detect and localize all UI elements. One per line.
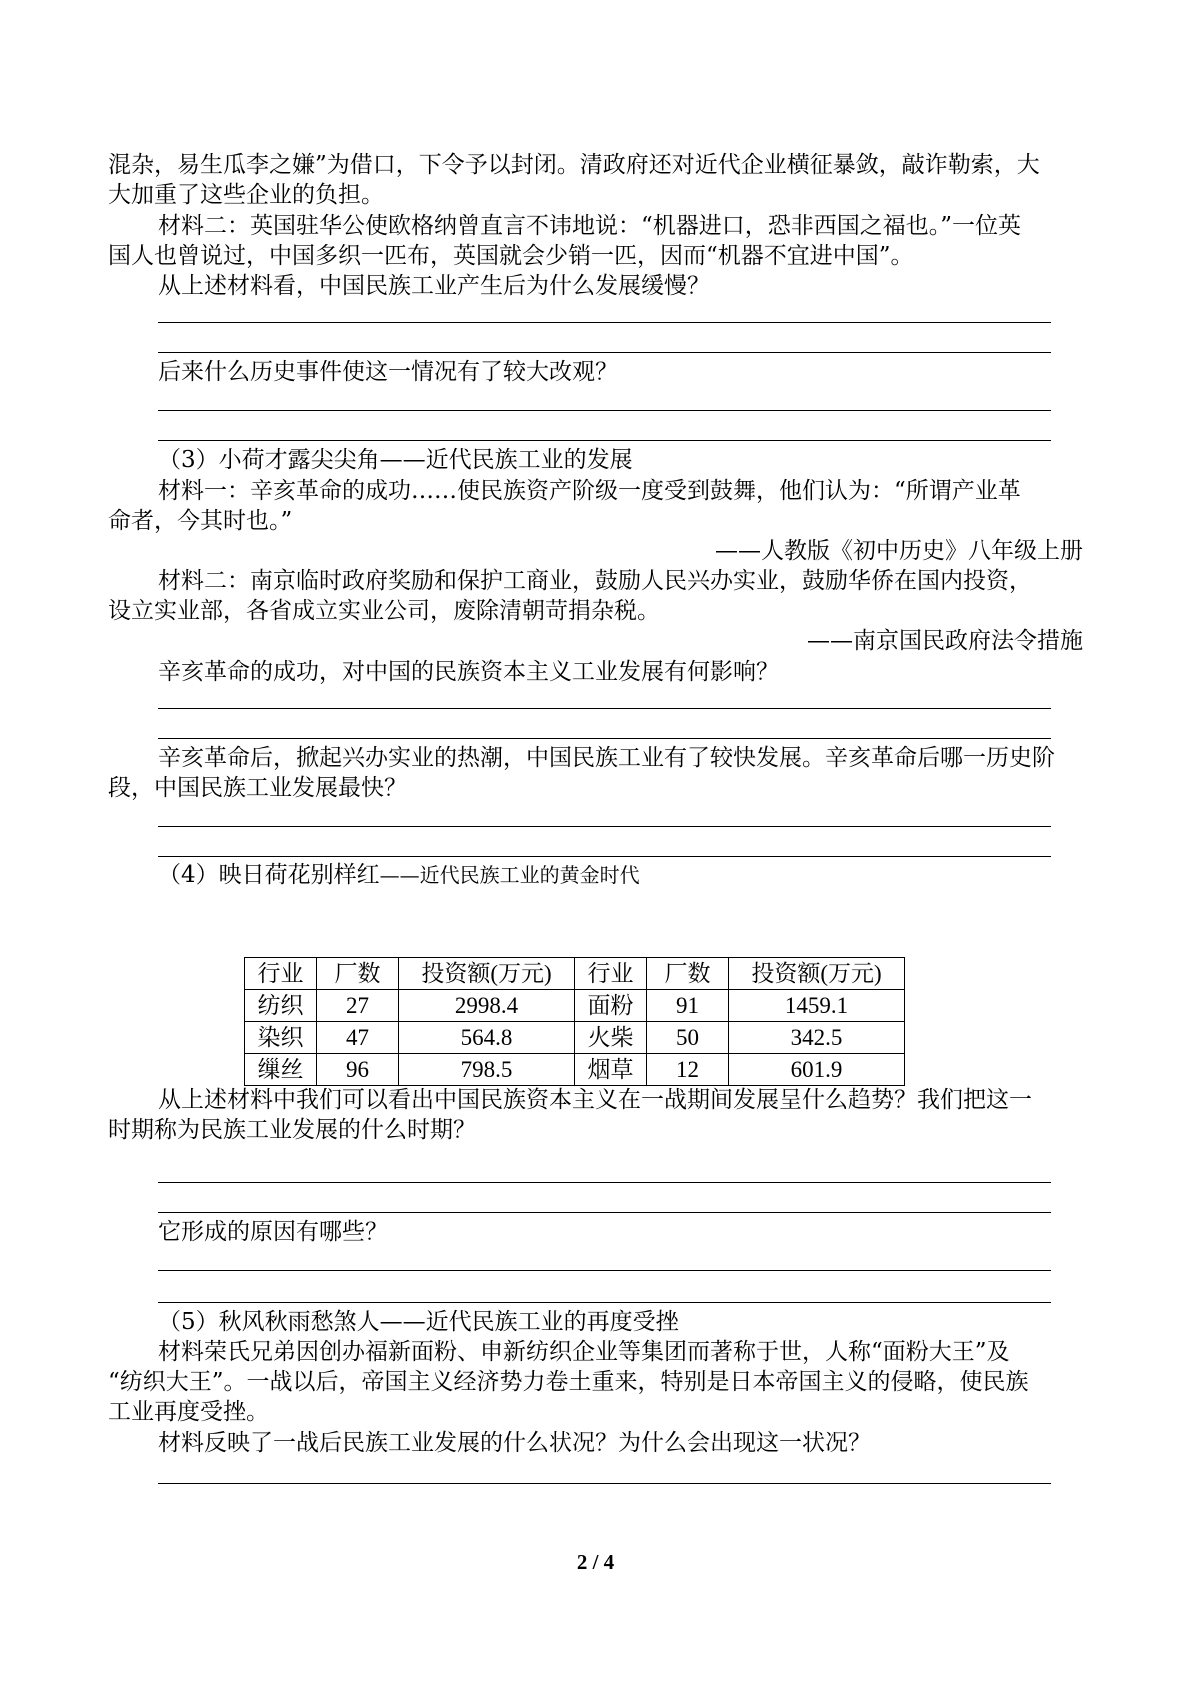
table-row (245, 990, 905, 1022)
table-header-row (245, 958, 905, 990)
table-cell: 火柴 (575, 1022, 647, 1054)
table-cell: 2998.4 (399, 990, 575, 1022)
table-cell: 564.8 (399, 1022, 575, 1054)
material-line: 材料荣氏兄弟因创办福新面粉、申新纺织企业等集团而著称于世，人称“面粉大王”及 (158, 1339, 1010, 1365)
table-header-cell: 行业 (575, 958, 647, 990)
table-cell: 烟草 (575, 1054, 647, 1086)
table-cell: 91 (647, 990, 729, 1022)
table-cell: 12 (647, 1054, 729, 1086)
table-cell: 1459.1 (729, 990, 905, 1022)
question-text: 段，中国民族工业发展最快？ (108, 775, 407, 801)
section-4-title-sub: ——近代民族工业的黄金时代 (379, 863, 640, 887)
table-cell: 缫丝 (245, 1054, 317, 1086)
answer-line[interactable] (158, 1270, 1051, 1271)
material-two-line: 材料二：南京临时政府奖励和保护工商业，鼓励人民兴办实业，鼓励华侨在国内投资， (158, 568, 1032, 594)
table-cell: 47 (317, 1022, 399, 1054)
answer-line[interactable] (158, 322, 1051, 323)
table-cell: 342.5 (729, 1022, 905, 1054)
question-text: 后来什么历史事件使这一情况有了较大改观？ (158, 359, 618, 385)
section-3-title: （3）小荷才露尖尖角——近代民族工业的发展 (158, 447, 633, 473)
question-text: 从上述材料中我们可以看出中国民族资本主义在一战期间发展呈什么趋势？我们把这一 (158, 1087, 1032, 1113)
text-line: 混杂，易生瓜李之嫌”为借口，下令予以封闭。清政府还对近代企业横征暴敛，敲诈勒索，大 (108, 152, 1040, 178)
answer-line[interactable] (158, 1212, 1051, 1213)
table-cell: 27 (317, 990, 399, 1022)
table-row (245, 1022, 905, 1054)
material-one-line: 命者，今其时也。” (108, 508, 293, 534)
answer-line[interactable] (158, 440, 1051, 441)
table-header-cell: 行业 (245, 958, 317, 990)
answer-line[interactable] (158, 738, 1051, 739)
section-5-title: （5）秋风秋雨愁煞人——近代民族工业的再度受挫 (158, 1309, 679, 1335)
answer-line[interactable] (158, 708, 1051, 709)
material-source: ——南京国民政府法令措施 (807, 628, 1083, 654)
table-header-cell: 厂数 (647, 958, 729, 990)
material-source: ——人教版《初中历史》八年级上册 (715, 538, 1083, 564)
material-two-line: 材料二：英国驻华公使欧格纳曾直言不讳地说：“机器进口，恐非西国之福也。”一位英 (158, 213, 1022, 239)
table-cell: 96 (317, 1054, 399, 1086)
section-4-title (158, 860, 640, 890)
question-text: 辛亥革命后，掀起兴办实业的热潮，中国民族工业有了较快发展。辛亥革命后哪一历史阶 (158, 745, 1055, 771)
question-text: 材料反映了一战后民族工业发展的什么状况？为什么会出现这一状况？ (158, 1430, 871, 1456)
answer-line[interactable] (158, 410, 1051, 411)
table-header-cell: 投资额(万元) (399, 958, 575, 990)
question-text: 时期称为民族工业发展的什么时期？ (108, 1117, 476, 1143)
table-cell: 50 (647, 1022, 729, 1054)
question-text: 它形成的原因有哪些？ (158, 1219, 388, 1245)
table-header-cell: 厂数 (317, 958, 399, 990)
table-cell: 染织 (245, 1022, 317, 1054)
table-cell: 面粉 (575, 990, 647, 1022)
table-cell: 798.5 (399, 1054, 575, 1086)
table-cell: 纺织 (245, 990, 317, 1022)
question-text: 辛亥革命的成功，对中国的民族资本主义工业发展有何影响？ (158, 659, 779, 685)
material-two-line: 设立实业部，各省成立实业公司，废除清朝苛捐杂税。 (108, 598, 660, 624)
section-4-title-main: （4）映日荷花别样红 (158, 862, 380, 888)
answer-line[interactable] (158, 826, 1051, 827)
material-two-line: 国人也曾说过，中国多织一匹布，英国就会少销一匹，因而“机器不宜进中国”。 (108, 243, 914, 269)
industry-investment-table (244, 957, 905, 1086)
answer-line[interactable] (158, 1483, 1051, 1484)
material-one-line: 材料一：辛亥革命的成功……使民族资产阶级一度受到鼓舞，他们认为：“所谓产业革 (158, 478, 1021, 504)
table-cell: 601.9 (729, 1054, 905, 1086)
answer-line[interactable] (158, 352, 1051, 353)
question-text: 从上述材料看，中国民族工业产生后为什么发展缓慢？ (158, 273, 710, 299)
answer-line[interactable] (158, 1182, 1051, 1183)
table-row (245, 1054, 905, 1086)
table-header-cell: 投资额(万元) (729, 958, 905, 990)
page-number: 2 / 4 (576, 1550, 615, 1574)
text-line: 大加重了这些企业的负担。 (108, 182, 384, 208)
material-line: “纺织大王”。一战以后，帝国主义经济势力卷土重来，特别是日本帝国主义的侵略，使民族 (108, 1369, 1029, 1395)
answer-line[interactable] (158, 856, 1051, 857)
material-line: 工业再度受挫。 (108, 1399, 269, 1425)
answer-line[interactable] (158, 1302, 1051, 1303)
